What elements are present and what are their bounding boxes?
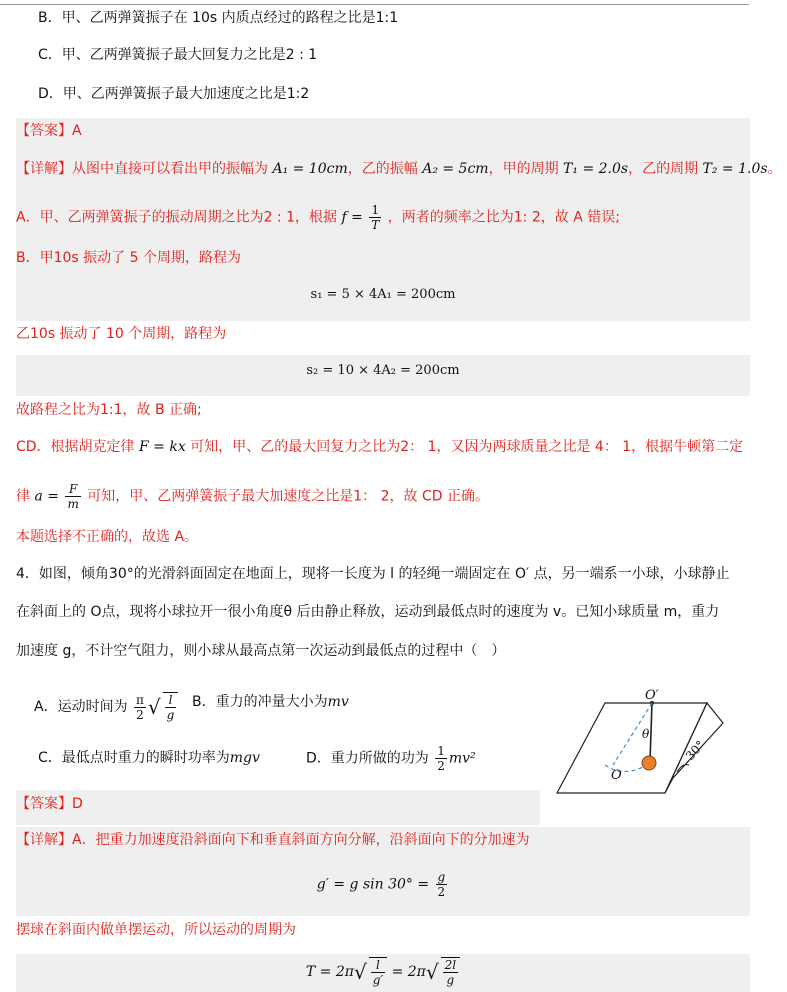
formula-a: a =: [34, 488, 59, 505]
answer-block-2: [16, 790, 540, 825]
detail-text-d: ，乙的周期: [628, 161, 699, 177]
formula-hooke: F = kx: [139, 439, 186, 455]
detail-text-a: 从图中直接可以看出甲的振幅为: [72, 161, 268, 177]
last-line: 摆球在斜面内做单摆运动，所以运动的周期为: [16, 922, 296, 938]
line-cd2-text-2: 可知，甲、乙两弹簧振子最大加速度之比是1： 2，故 CD 正确。: [87, 488, 490, 505]
line-cd2-text-1: 律: [16, 488, 30, 505]
option-c: [38, 748, 260, 768]
incline-pendulum-figure: [555, 683, 745, 798]
sqrt-sign-2: √: [425, 960, 439, 984]
eq-t-mid: = 2π: [391, 964, 426, 980]
answer-2: 【答案】D: [16, 796, 83, 812]
formula-mgv: mgv: [229, 750, 260, 766]
label-o: O: [611, 768, 622, 783]
label-theta: θ: [642, 727, 650, 741]
detail-text-e: 。: [767, 161, 782, 177]
frac-denominator: T: [371, 218, 380, 232]
option-a-label: A．运动时间为: [34, 699, 128, 715]
option-c-label: C．最低点时重力的瞬时功率为: [38, 750, 230, 766]
line-cd-text-2: 可知，甲、乙的最大回复力之比为2： 1，又因为两球质量之比是 4： 1，根据牛顿第二定: [190, 439, 744, 455]
eq-t-left: T = 2π: [305, 964, 354, 980]
sqrt-content-2: [441, 957, 460, 987]
ball: [642, 756, 656, 770]
frac-denominator: g: [446, 973, 455, 987]
line-cd-text-1: CD．根据胡克定律: [16, 439, 135, 455]
option-d: [306, 744, 476, 773]
fraction-g-over-2: [436, 870, 448, 899]
frac-denominator: m: [67, 497, 79, 511]
frac-numerator: F: [65, 482, 80, 497]
question-4-line-1: 4．如图，倾角30°的光滑斜面固定在地面上，现将一长度为 l 的轻绳一端固定在 O′ 点，另一端系一小球，小球静止: [16, 566, 730, 582]
frac-denominator: g: [166, 708, 175, 722]
line-cd-2: [16, 482, 489, 511]
line-b-1: B．甲10s 振动了 5 个周期，路程为: [16, 250, 241, 266]
frac-numerator: g: [437, 870, 446, 884]
fraction-1-over-t: [369, 203, 381, 232]
fraction-pi-over-2: [134, 693, 146, 722]
option-b: [192, 692, 349, 712]
line-a-text-1: A．甲、乙两弹簧振子的振动周期之比为2 : 1，根据: [16, 209, 338, 226]
fraction-f-over-m: [65, 482, 80, 511]
frac-denominator: g′: [372, 973, 384, 987]
sqrt-sign: √: [147, 695, 161, 719]
frac-numerator: l: [371, 958, 385, 973]
line-a-text-2: ，两者的频率之比为1: 2，故 A 错误;: [387, 209, 620, 226]
formula-mv2: mv²: [448, 750, 476, 767]
line-a: [16, 203, 620, 232]
detail-text-c: ，甲的周期: [488, 161, 559, 177]
amp-a1: A₁ = 10cm: [272, 161, 348, 177]
equation-s1: s₁ = 5 × 4A₁ = 200cm: [310, 287, 456, 302]
period-t2: T₂ = 1.0s: [702, 161, 768, 177]
label-30-degrees: 30°: [682, 737, 708, 764]
detail-label: 【详解】: [16, 161, 72, 177]
eq-g-left: g′ = g sin 30° =: [316, 876, 430, 893]
sqrt-sign-1: √: [353, 960, 367, 984]
option-c-prev: C．甲、乙两弹簧振子最大回复力之比是2 : 1: [38, 47, 318, 63]
sqrt-content-1: [369, 957, 387, 987]
rope-line: [650, 703, 652, 761]
formula-mv: mv: [327, 694, 349, 710]
frac-numerator: 2l: [444, 958, 457, 972]
frac-denominator: 2: [437, 885, 446, 899]
option-d-label: D．重力所做的功为: [306, 750, 429, 767]
amp-a2: A₂ = 5cm: [422, 161, 489, 177]
label-o-prime: O′: [645, 688, 659, 703]
answer-1: 【答案】A: [16, 123, 82, 139]
fraction-1-over-2: [435, 744, 447, 773]
sqrt-content: [163, 692, 179, 722]
option-a: [34, 692, 178, 722]
incline-plane: [557, 703, 707, 793]
option-b-prev: B．甲、乙两弹簧振子在 10s 内质点经过的路程之比是1:1: [38, 10, 399, 26]
line-b-2: 乙10s 振动了 10 个周期，路程为: [16, 326, 227, 342]
option-d-prev: D．甲、乙两弹簧振子最大加速度之比是1:2: [38, 86, 310, 102]
frac-numerator: l: [165, 693, 177, 708]
option-b-label: B．重力的冲量大小为: [192, 694, 328, 710]
frac-numerator: 1: [437, 744, 445, 758]
line-cd-1: [16, 437, 743, 457]
equation-period: [16, 957, 750, 987]
equation-g-prime: [16, 870, 750, 899]
question-4-line-2: 在斜面上的 O点，现将小球拉开一很小角度θ 后由静止释放，运动到最低点时的速度为 v。已知小球质量 m，重力: [16, 604, 720, 620]
frac-numerator: 1: [369, 203, 381, 218]
detail-2: 【详解】A．把重力加速度沿斜面向下和垂直斜面方向分解，沿斜面向下的分加速为: [16, 832, 530, 848]
detail-text-b: ，乙的振幅: [347, 161, 418, 177]
frac-denominator: 2: [136, 707, 144, 722]
conclusion-1: 本题选择不正确的，故选 A。: [16, 529, 199, 545]
frac-denominator: 2: [437, 759, 445, 773]
top-divider: [0, 4, 749, 5]
detail-1-line: [16, 159, 782, 179]
question-4-line-3: 加速度 g，不计空气阻力，则小球从最高点第一次运动到最低点的过程中（ ）: [16, 643, 506, 659]
line-b-3: 故路程之比为1:1，故 B 正确;: [16, 402, 202, 418]
frac-numerator: π: [136, 692, 144, 707]
formula-f: f =: [341, 209, 363, 226]
period-t1: T₁ = 2.0s: [563, 161, 629, 177]
equation-s2: s₂ = 10 × 4A₂ = 200cm: [306, 363, 460, 378]
